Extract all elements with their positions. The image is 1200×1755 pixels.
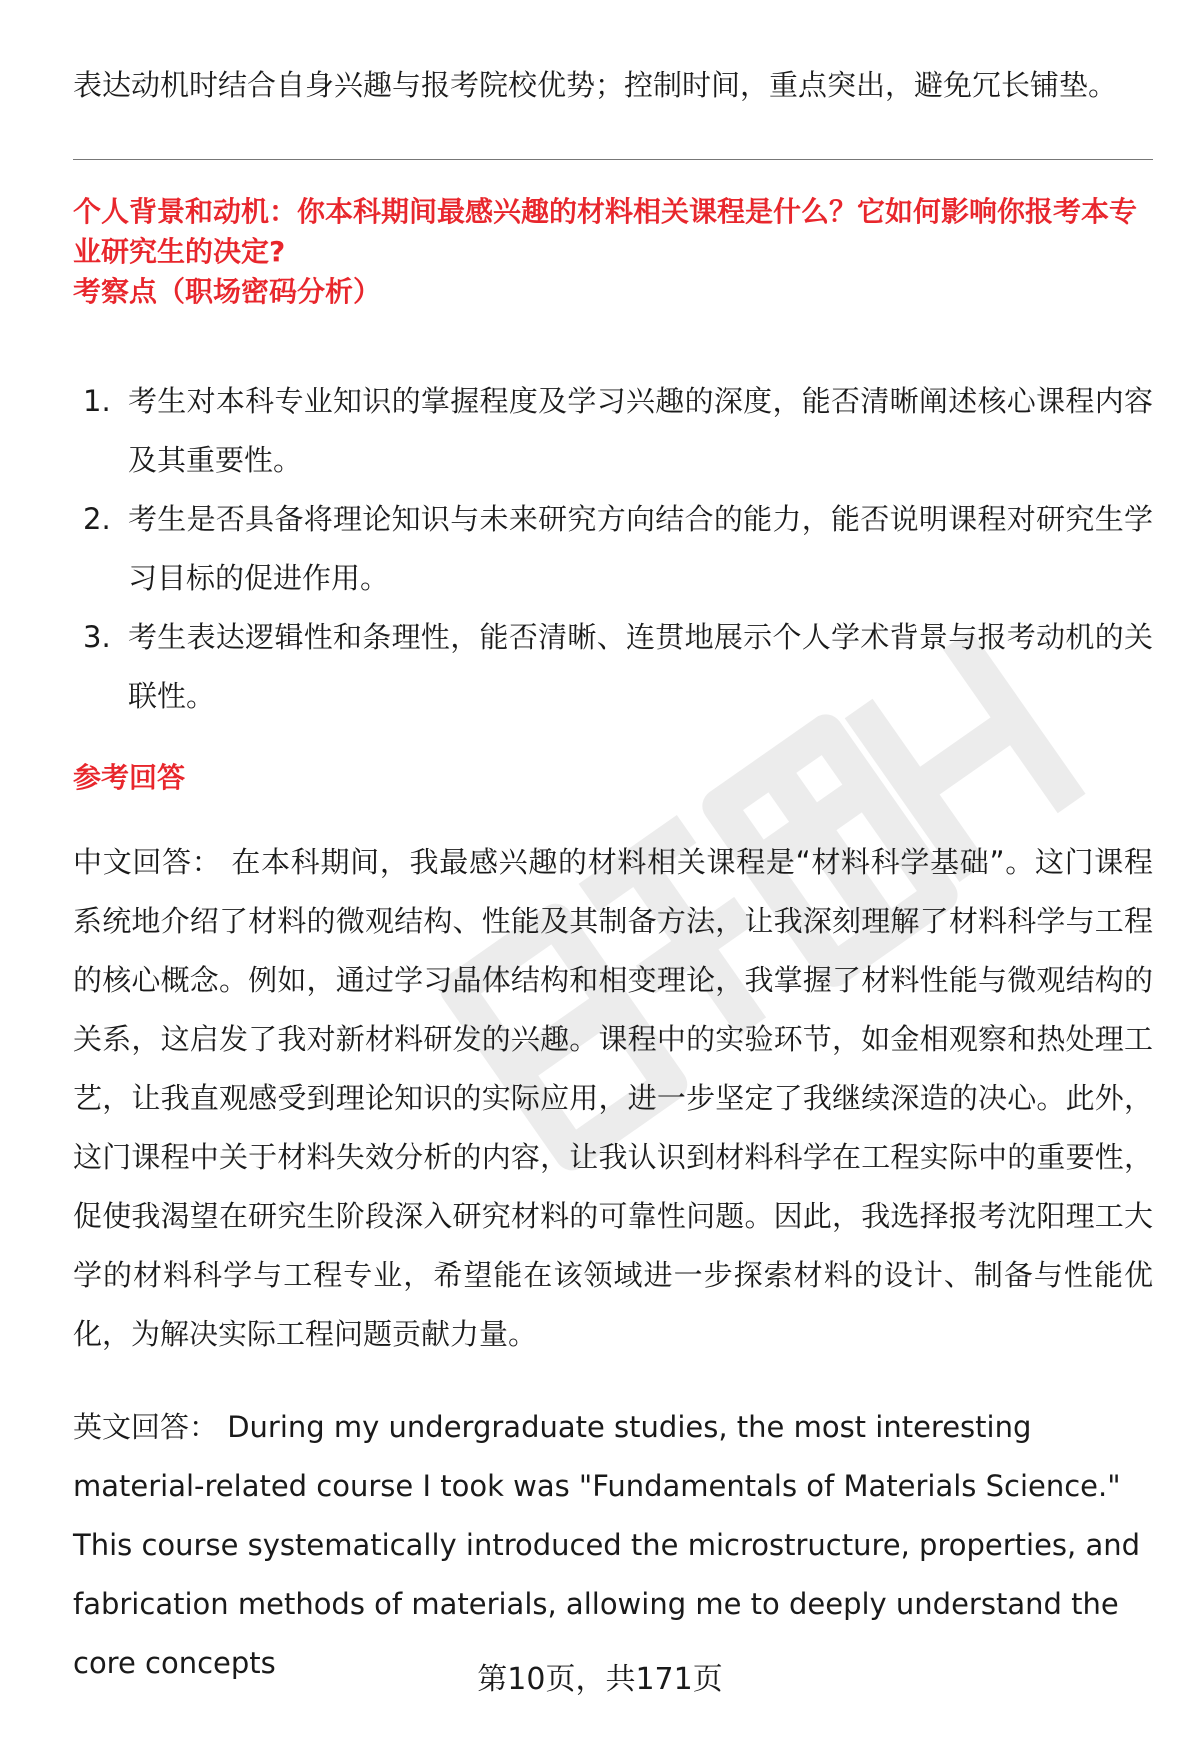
english-answer: 英文回答： During my undergraduate studies, the most interesting material-related course I took was "Fundamentals of Materials Science." This course systematically introduced the microstructure, properties, and fabrication methods of materials, allowing me to deeply understand the core concepts	[73, 1410, 1141, 1680]
intro-text: 表达动机时结合自身兴趣与报考院校优势；控制时间，重点突出，避免冗长铺垫。	[73, 68, 1118, 102]
chinese-answer-block	[73, 833, 1153, 1364]
chinese-answer: 中文回答： 在本科期间，我最感兴趣的材料相关课程是“材料科学基础”。这门课程系统地介绍了材料的微观结构、性能及其制备方法，让我深刻理解了材料科学与工程的核心概念。例如，通过学习晶体结构和相变理论，我掌握了材料性能与微观结构的关系，这启发了我对新材料研发的兴趣。课程中的实验环节，如金相观察和热处理工艺，让我直观感受到理论知识的实际应用，进一步坚定了我继续深造的决心。此外，这门课程中关于材料失效分析的内容，让我认识到材料科学在工程实际中的重要性，促使我渴望在研究生阶段深入研究材料的可靠性问题。因此，我选择报考沈阳理工大学的材料科学与工程专业，希望能在该领域进一步探索材料的设计、制备与性能优化，为解决实际工程问题贡献力量。	[73, 845, 1153, 1351]
list-item-text: 考生表达逻辑性和条理性，能否清晰、连贯地展示个人学术背景与报考动机的关联性。	[128, 620, 1153, 713]
list-item	[73, 608, 1153, 726]
list-item	[73, 490, 1153, 608]
list-item-number: 2.	[83, 502, 111, 536]
section-divider	[73, 159, 1153, 160]
list-item-number: 1.	[83, 384, 111, 418]
page-footer: 第10页，共171页	[477, 1662, 723, 1697]
list-item-text: 考生对本科专业知识的掌握程度及学习兴趣的深度，能否清晰阐述核心课程内容及其重要性。	[128, 384, 1153, 477]
intro-block	[73, 56, 1153, 115]
question-title: 个人背景和动机：你本科期间最感兴趣的材料相关课程是什么？它如何影响你报考本专业研究生的决定?	[73, 195, 1138, 268]
reference-answer-heading: 参考回答	[73, 761, 186, 794]
exam-points-list	[73, 372, 1153, 726]
exam-points-heading: 考察点（职场密码分析）	[73, 275, 382, 308]
english-answer-block	[73, 1398, 1153, 1693]
list-item-text: 考生是否具备将理论知识与未来研究方向结合的能力，能否说明课程对研究生学习目标的促进作用。	[128, 502, 1153, 595]
list-item	[73, 372, 1153, 490]
list-item-number: 3.	[83, 620, 111, 654]
